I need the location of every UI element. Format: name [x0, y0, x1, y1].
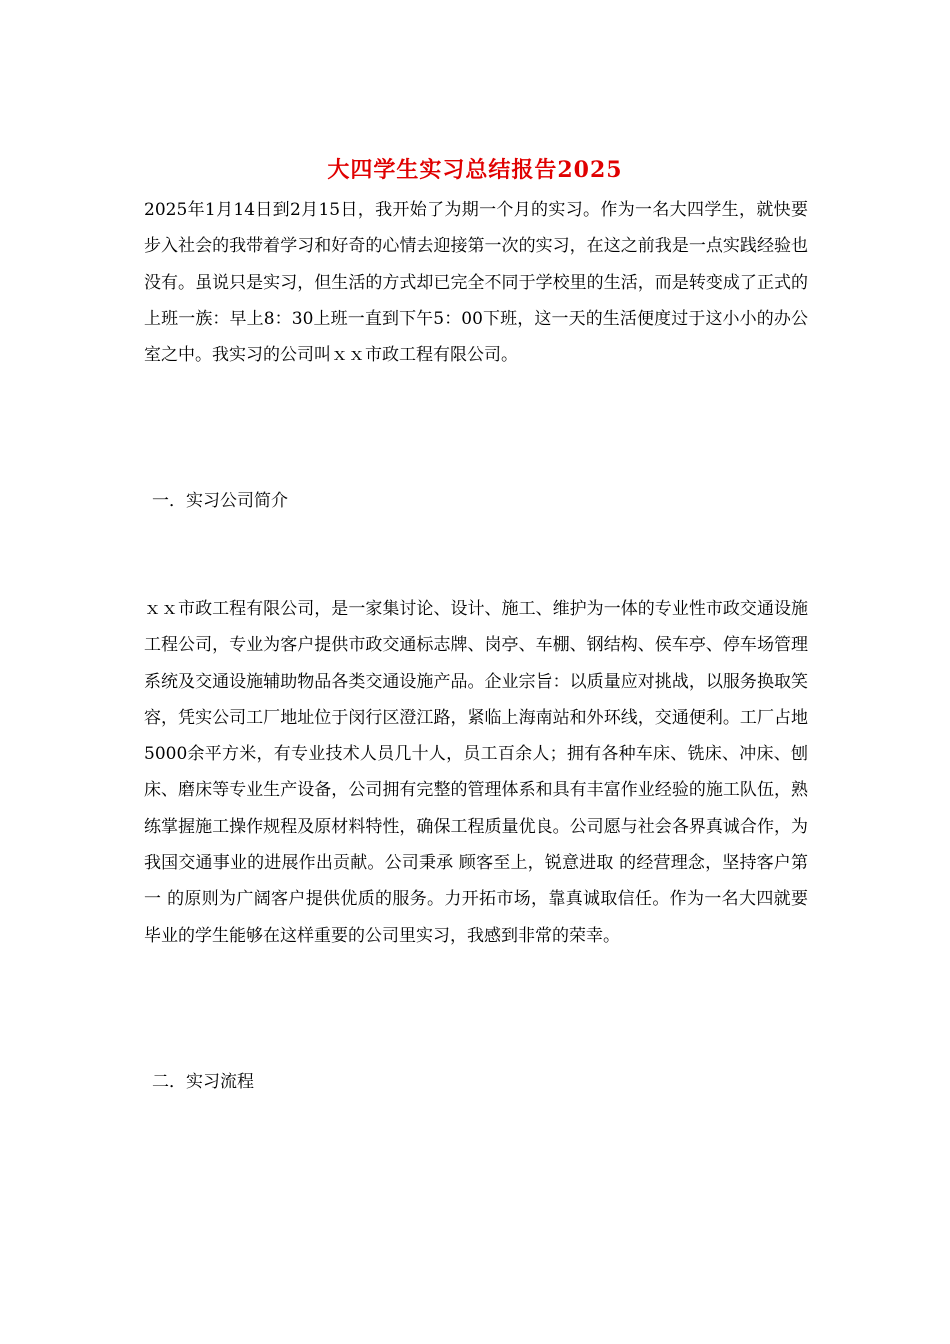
- document-title: 大四学生实习总结报告2025: [327, 157, 623, 183]
- intro-paragraph: 2025年1月14日到2月15日，我开始了为期一个月的实习。作为一名大四学生，就快要步入社会的我带着学习和好奇的心情去迎接第一次的实习，在这之前我是一点实践经验也没有。虽说只是实习，但生活的方式却已完全不同于学校里的生活，而是转变成了正式的上班一族：早上8：30上班一直到下午5：00下班，这一天的生活便度过于这小小的办公室之中。我实习的公司叫ｘｘ市政工程有限公司。: [144, 200, 808, 366]
- company-intro-paragraph: ｘｘ市政工程有限公司，是一家集讨论、设计、施工、维护为一体的专业性市政交通设施工程公司，专业为客户提供市政交通标志牌、岗亭、车棚、钢结构、侯车亭、停车场管理系统及交通设施辅助物品各类交通设施产品。企业宗旨：以质量应对挑战，以服务换取笑容，凭实公司工厂地址位于闵行区澄江路，紧临上海南站和外环线，交通便利。工厂占地5000余平方米，有专业技术人员几十人，员工百余人；拥有各种车床、铣床、冲床、刨床、磨床等专业生产设备，公司拥有完整的管理体系和具有丰富作业经验的施工队伍，熟练掌握施工操作规程及原材料特性，确保工程质量优良。公司愿与社会各界真诚合作，为我国交通事业的进展作出贡献。公司秉承 顾客至上，锐意进取 的经营理念，坚持客户第一 的原则为广阔客户提供优质的服务。力开拓市场，靠真诚取信任。作为一名大四就要毕业的学生能够在这样重要的公司里实习，我感到非常的荣幸。: [144, 599, 808, 946]
- section-heading-company-intro: 一．实习公司简介: [152, 491, 288, 511]
- section-heading-internship-process: 二．实习流程: [152, 1072, 254, 1092]
